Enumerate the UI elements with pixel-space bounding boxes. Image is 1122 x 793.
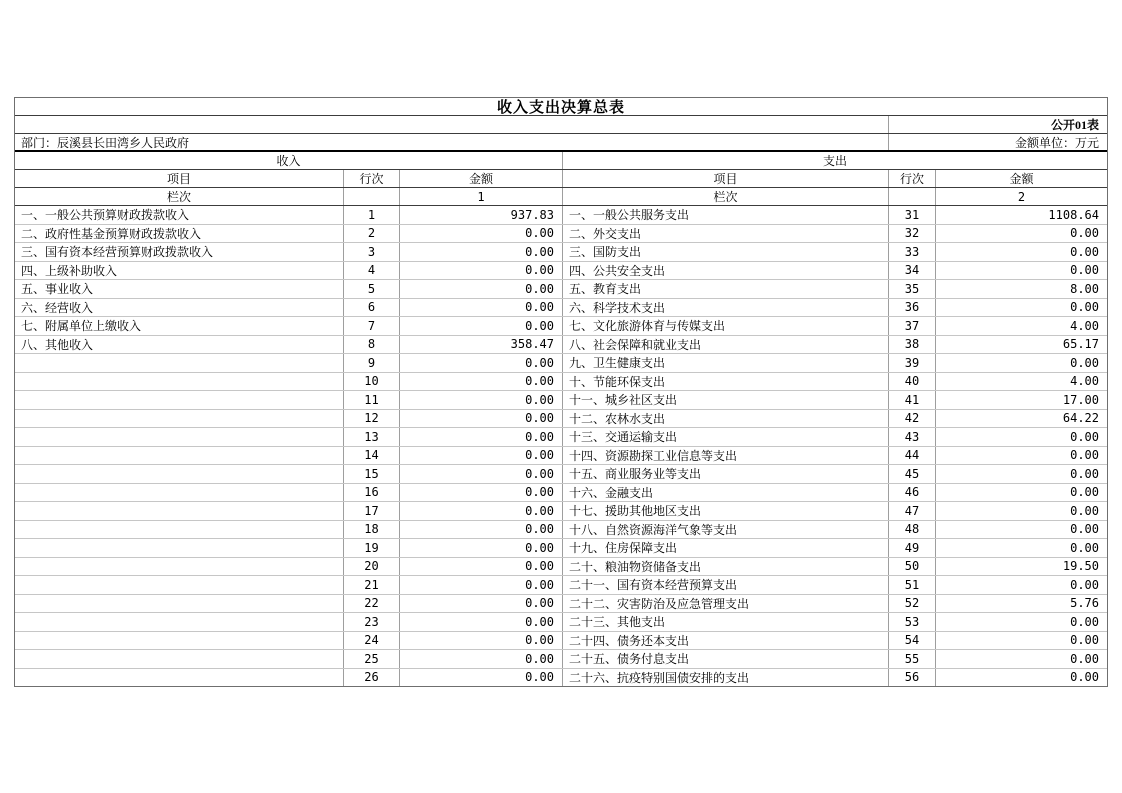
expenditure-rowno-cell: 49 — [889, 539, 936, 557]
revenue-item-cell — [15, 410, 344, 428]
revenue-amount-cell: 0.00 — [400, 354, 563, 372]
expenditure-rowno-cell: 37 — [889, 317, 936, 335]
section-header-row — [15, 152, 1107, 170]
revenue-amount-cell: 0.00 — [400, 650, 563, 668]
expenditure-item-cell: 十五、商业服务业等支出 — [563, 465, 889, 483]
revenue-item-cell: 一、一般公共预算财政拨款收入 — [15, 206, 344, 224]
expenditure-item-cell: 十七、援助其他地区支出 — [563, 502, 889, 520]
expenditure-rowno-cell: 52 — [889, 595, 936, 613]
expenditure-rowno-cell: 46 — [889, 484, 936, 502]
revenue-rowno-cell: 8 — [344, 336, 400, 354]
expenditure-item-cell: 十、节能环保支出 — [563, 373, 889, 391]
revenue-colindex-number: 1 — [400, 188, 563, 205]
department-label: 部门：辰溪县长田湾乡人民政府 — [15, 134, 889, 150]
expenditure-item-cell: 十九、住房保障支出 — [563, 539, 889, 557]
table-row — [15, 576, 1107, 595]
expenditure-amount-cell: 4.00 — [1070, 318, 1099, 333]
expenditure-rowno-cell: 45 — [889, 465, 936, 483]
expenditure-rowno-cell: 48 — [889, 521, 936, 539]
expenditure-amount-cell: 0.00 — [1070, 540, 1099, 555]
revenue-item-cell — [15, 465, 344, 483]
revenue-item-cell — [15, 447, 344, 465]
expenditure-amount-cell: 1108.64 — [1048, 207, 1099, 222]
revenue-amount-cell: 0.00 — [400, 558, 563, 576]
table-row — [15, 243, 1107, 262]
revenue-rowno-cell: 1 — [344, 206, 400, 224]
page-title: 收入支出决算总表 — [496, 100, 625, 116]
expenditure-amount-cell: 0.00 — [1070, 226, 1099, 241]
table-code-row — [15, 116, 1107, 134]
expenditure-item-cell: 七、文化旅游体育与传媒支出 — [563, 317, 889, 335]
expenditure-amount-cell: 0.00 — [1070, 614, 1099, 629]
expenditure-rowno-header: 行次 — [889, 170, 936, 187]
expenditure-rowno-cell: 43 — [889, 428, 936, 446]
expenditure-amount-cell: 0.00 — [1070, 429, 1099, 444]
revenue-item-cell — [15, 391, 344, 409]
revenue-rowno-cell: 20 — [344, 558, 400, 576]
expenditure-item-cell: 二十一、国有资本经营预算支出 — [563, 576, 889, 594]
expenditure-item-cell: 十一、城乡社区支出 — [563, 391, 889, 409]
expenditure-colindex-number: 2 — [1017, 189, 1026, 204]
expenditure-amount-cell: 0.00 — [1070, 651, 1099, 666]
revenue-rowno-cell: 3 — [344, 243, 400, 261]
expenditure-rowno-cell: 50 — [889, 558, 936, 576]
revenue-item-cell — [15, 428, 344, 446]
expenditure-item-cell: 三、国防支出 — [563, 243, 889, 261]
expenditure-amount-cell: 64.22 — [1062, 411, 1099, 426]
expenditure-section-header: 支出 — [822, 154, 847, 168]
revenue-item-cell — [15, 595, 344, 613]
expenditure-colindex-spacer — [889, 188, 936, 205]
expenditure-item-cell: 八、社会保障和就业支出 — [563, 336, 889, 354]
revenue-amount-cell: 0.00 — [400, 410, 563, 428]
revenue-amount-cell: 0.00 — [400, 669, 563, 687]
expenditure-amount-cell: 4.00 — [1070, 374, 1099, 389]
expenditure-amount-cell: 5.76 — [1070, 596, 1099, 611]
table-row — [15, 484, 1107, 503]
revenue-rowno-cell: 6 — [344, 299, 400, 317]
expenditure-amount-cell: 0.00 — [1070, 263, 1099, 278]
expenditure-amount-cell: 0.00 — [1070, 577, 1099, 592]
expenditure-rowno-cell: 53 — [889, 613, 936, 631]
expenditure-rowno-cell: 35 — [889, 280, 936, 298]
revenue-amount-cell: 358.47 — [400, 336, 563, 354]
table-code-label: 公开01表 — [1050, 118, 1099, 132]
unit-label: 金额单位：万元 — [1014, 135, 1099, 150]
expenditure-amount-cell: 0.00 — [1070, 503, 1099, 518]
revenue-amount-cell: 0.00 — [400, 613, 563, 631]
revenue-section-header: 收入 — [15, 152, 563, 169]
table-row — [15, 595, 1107, 614]
revenue-item-cell — [15, 558, 344, 576]
table-row — [15, 521, 1107, 540]
expenditure-item-cell: 二十五、债务付息支出 — [563, 650, 889, 668]
table-row — [15, 465, 1107, 484]
expenditure-rowno-cell: 47 — [889, 502, 936, 520]
revenue-amount-cell: 0.00 — [400, 280, 563, 298]
revenue-item-cell: 三、国有资本经营预算财政拨款收入 — [15, 243, 344, 261]
revenue-item-cell — [15, 650, 344, 668]
expenditure-rowno-cell: 51 — [889, 576, 936, 594]
expenditure-item-cell: 二、外交支出 — [563, 225, 889, 243]
column-index-row — [15, 188, 1107, 206]
revenue-amount-cell: 0.00 — [400, 391, 563, 409]
department-row — [15, 134, 1107, 152]
revenue-rowno-cell: 4 — [344, 262, 400, 280]
expenditure-amount-cell: 0.00 — [1070, 448, 1099, 463]
revenue-rowno-cell: 14 — [344, 447, 400, 465]
revenue-item-cell — [15, 502, 344, 520]
revenue-amount-header: 金额 — [400, 170, 563, 187]
revenue-item-cell — [15, 539, 344, 557]
revenue-item-cell — [15, 521, 344, 539]
revenue-rowno-cell: 9 — [344, 354, 400, 372]
table-row — [15, 299, 1107, 318]
table-row — [15, 280, 1107, 299]
revenue-amount-cell: 0.00 — [400, 243, 563, 261]
revenue-item-cell — [15, 576, 344, 594]
revenue-rowno-cell: 11 — [344, 391, 400, 409]
expenditure-rowno-cell: 36 — [889, 299, 936, 317]
expenditure-item-cell: 四、公共安全支出 — [563, 262, 889, 280]
revenue-rowno-cell: 22 — [344, 595, 400, 613]
expenditure-amount-cell: 0.00 — [1070, 522, 1099, 537]
revenue-amount-cell: 0.00 — [400, 317, 563, 335]
revenue-item-cell: 八、其他收入 — [15, 336, 344, 354]
expenditure-item-cell: 十三、交通运输支出 — [563, 428, 889, 446]
revenue-amount-cell: 0.00 — [400, 576, 563, 594]
revenue-item-cell — [15, 354, 344, 372]
revenue-colindex-label: 栏次 — [15, 188, 344, 205]
revenue-colindex-spacer — [344, 188, 400, 205]
revenue-rowno-cell: 25 — [344, 650, 400, 668]
table-row — [15, 410, 1107, 429]
expenditure-amount-cell: 17.00 — [1062, 392, 1099, 407]
expenditure-rowno-cell: 38 — [889, 336, 936, 354]
revenue-rowno-cell: 26 — [344, 669, 400, 687]
expenditure-item-header: 项目 — [563, 170, 889, 187]
revenue-item-cell — [15, 373, 344, 391]
expenditure-item-cell: 五、教育支出 — [563, 280, 889, 298]
revenue-amount-cell: 0.00 — [400, 262, 563, 280]
expenditure-rowno-cell: 54 — [889, 632, 936, 650]
revenue-item-cell: 五、事业收入 — [15, 280, 344, 298]
revenue-amount-cell: 0.00 — [400, 225, 563, 243]
expenditure-rowno-cell: 41 — [889, 391, 936, 409]
expenditure-rowno-cell: 33 — [889, 243, 936, 261]
expenditure-rowno-cell: 31 — [889, 206, 936, 224]
expenditure-amount-cell: 0.00 — [1070, 633, 1099, 648]
expenditure-item-cell: 九、卫生健康支出 — [563, 354, 889, 372]
table-row — [15, 613, 1107, 632]
revenue-item-cell: 四、上级补助收入 — [15, 262, 344, 280]
revenue-rowno-cell: 16 — [344, 484, 400, 502]
table-row — [15, 391, 1107, 410]
revenue-rowno-header: 行次 — [344, 170, 400, 187]
expenditure-item-cell: 二十六、抗疫特别国债安排的支出 — [563, 669, 889, 687]
expenditure-rowno-cell: 42 — [889, 410, 936, 428]
expenditure-amount-cell: 0.00 — [1070, 485, 1099, 500]
expenditure-amount-cell: 8.00 — [1070, 281, 1099, 296]
expenditure-item-cell: 十二、农林水支出 — [563, 410, 889, 428]
table-row — [15, 558, 1107, 577]
revenue-rowno-cell: 12 — [344, 410, 400, 428]
expenditure-amount-cell: 65.17 — [1062, 337, 1099, 352]
expenditure-item-cell: 十六、金融支出 — [563, 484, 889, 502]
revenue-item-header: 项目 — [15, 170, 344, 187]
expenditure-rowno-cell: 39 — [889, 354, 936, 372]
expenditure-rowno-cell: 44 — [889, 447, 936, 465]
table-row — [15, 262, 1107, 281]
table-row — [15, 373, 1107, 392]
expenditure-item-cell: 二十、粮油物资储备支出 — [563, 558, 889, 576]
revenue-amount-cell: 0.00 — [400, 484, 563, 502]
revenue-item-cell — [15, 613, 344, 631]
expenditure-amount-cell: 0.00 — [1070, 300, 1099, 315]
expenditure-item-cell: 二十三、其他支出 — [563, 613, 889, 631]
revenue-item-cell: 二、政府性基金预算财政拨款收入 — [15, 225, 344, 243]
table-row — [15, 539, 1107, 558]
revenue-rowno-cell: 15 — [344, 465, 400, 483]
revenue-rowno-cell: 2 — [344, 225, 400, 243]
table-row — [15, 632, 1107, 651]
table-row — [15, 428, 1107, 447]
revenue-rowno-cell: 19 — [344, 539, 400, 557]
table-row — [15, 225, 1107, 244]
revenue-amount-cell: 0.00 — [400, 502, 563, 520]
table-row — [15, 206, 1107, 225]
table-row — [15, 336, 1107, 355]
expenditure-amount-cell: 0.00 — [1070, 466, 1099, 481]
revenue-rowno-cell: 5 — [344, 280, 400, 298]
revenue-rowno-cell: 10 — [344, 373, 400, 391]
expenditure-amount-cell: 0.00 — [1070, 670, 1099, 685]
expenditure-amount-cell: 0.00 — [1070, 355, 1099, 370]
revenue-rowno-cell: 13 — [344, 428, 400, 446]
table-row — [15, 317, 1107, 336]
table-row — [15, 354, 1107, 373]
table-body — [15, 206, 1107, 686]
revenue-rowno-cell: 7 — [344, 317, 400, 335]
final-accounts-table — [14, 97, 1108, 687]
expenditure-amount-header: 金额 — [1009, 172, 1034, 186]
revenue-item-cell — [15, 632, 344, 650]
revenue-rowno-cell: 24 — [344, 632, 400, 650]
revenue-amount-cell: 0.00 — [400, 539, 563, 557]
revenue-item-cell — [15, 484, 344, 502]
expenditure-item-cell: 二十二、灾害防治及应急管理支出 — [563, 595, 889, 613]
revenue-rowno-cell: 23 — [344, 613, 400, 631]
revenue-item-cell: 七、附属单位上缴收入 — [15, 317, 344, 335]
expenditure-item-cell: 十八、自然资源海洋气象等支出 — [563, 521, 889, 539]
revenue-rowno-cell: 18 — [344, 521, 400, 539]
expenditure-item-cell: 二十四、债务还本支出 — [563, 632, 889, 650]
expenditure-rowno-cell: 56 — [889, 669, 936, 687]
expenditure-rowno-cell: 32 — [889, 225, 936, 243]
revenue-item-cell — [15, 669, 344, 687]
expenditure-amount-cell: 19.50 — [1062, 559, 1099, 574]
expenditure-rowno-cell: 55 — [889, 650, 936, 668]
revenue-rowno-cell: 21 — [344, 576, 400, 594]
expenditure-amount-cell: 0.00 — [1070, 244, 1099, 259]
revenue-amount-cell: 0.00 — [400, 428, 563, 446]
revenue-item-cell: 六、经营收入 — [15, 299, 344, 317]
expenditure-rowno-cell: 40 — [889, 373, 936, 391]
revenue-amount-cell: 0.00 — [400, 521, 563, 539]
revenue-amount-cell: 0.00 — [400, 373, 563, 391]
revenue-amount-cell: 0.00 — [400, 595, 563, 613]
table-row — [15, 669, 1107, 687]
revenue-rowno-cell: 17 — [344, 502, 400, 520]
table-code-spacer — [15, 116, 889, 133]
expenditure-item-cell: 六、科学技术支出 — [563, 299, 889, 317]
revenue-amount-cell: 0.00 — [400, 465, 563, 483]
title-row — [15, 98, 1107, 116]
revenue-amount-cell: 937.83 — [400, 206, 563, 224]
expenditure-item-cell: 一、一般公共服务支出 — [563, 206, 889, 224]
table-row — [15, 502, 1107, 521]
expenditure-item-cell: 十四、资源勘探工业信息等支出 — [563, 447, 889, 465]
expenditure-rowno-cell: 34 — [889, 262, 936, 280]
revenue-amount-cell: 0.00 — [400, 447, 563, 465]
revenue-amount-cell: 0.00 — [400, 299, 563, 317]
revenue-amount-cell: 0.00 — [400, 632, 563, 650]
table-row — [15, 650, 1107, 669]
column-header-row — [15, 170, 1107, 188]
table-row — [15, 447, 1107, 466]
expenditure-colindex-label: 栏次 — [563, 188, 889, 205]
